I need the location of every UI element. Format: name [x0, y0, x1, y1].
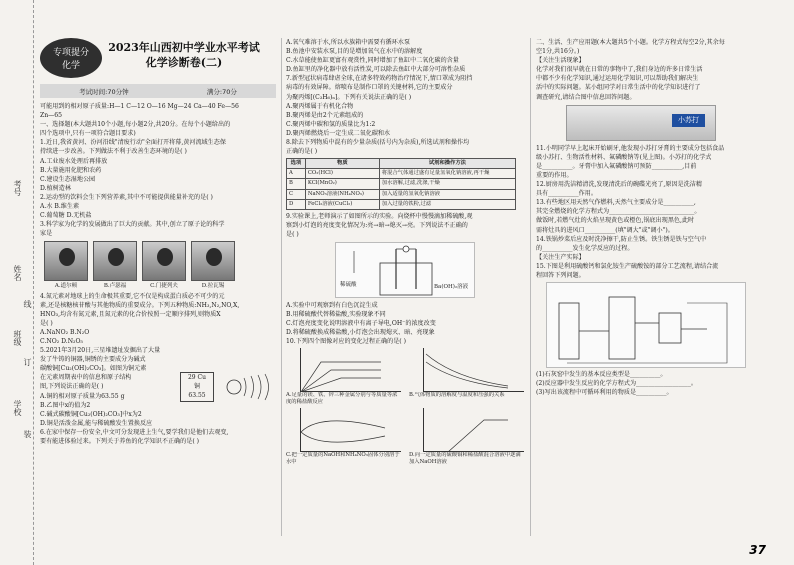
text-line: 察到小灯泡的亮度变化情况为:亮→暗→熄灭→亮。下列说法不正确的	[286, 221, 468, 229]
graph-option	[286, 348, 401, 406]
column-1-text	[40, 102, 276, 238]
graph-curve	[301, 408, 391, 452]
text-line: 4.氮元素对地球上的生命极其重要,它不仅是构成蛋白质必不可少的元	[40, 292, 225, 300]
text-line: C.灯泡亮度变化说明溶液中有离子导电,OH⁻的浓度改变	[286, 320, 436, 328]
text-line: 9.实验课上,老师演示了如图所示的实验。向烧杯中慢慢滴加稀硫酸,观	[286, 212, 473, 220]
text-line: 家是	[40, 230, 53, 238]
title-line1: 2023年山西初中学业水平考试	[108, 41, 260, 54]
text-line: 级小苏打、生物活性材料、氟磷酸钠等(见上图)。小苏打的化学式	[536, 153, 712, 161]
text-line: A.工业废水处理后再排放	[40, 157, 108, 165]
text-line: 8.除去下列物质中混有的少量杂质(括号内为杂质),所选试剂和操作均	[286, 139, 470, 147]
text-line: 中都不少有化学知识,通过运用化学知识,可以帮助我们解决生	[536, 75, 699, 83]
text-line: B.用稀硫酸代替稀盐酸,实验现象不同	[286, 311, 386, 319]
graph-options	[286, 348, 524, 466]
table-cell: C	[287, 189, 306, 199]
sidebar-label-ding: 订	[23, 358, 32, 366]
column-1-text-continued	[40, 292, 276, 447]
text-line: 是( )	[286, 230, 299, 238]
exam-meta-bar	[40, 84, 276, 98]
sidebar-label-banji: 班级	[13, 330, 22, 346]
text-line: D.鱼缸里的净化器中放有活性炭,可以除去鱼缸中大部分可溶性杂质	[286, 66, 466, 74]
text-line: 10.下列四个图像对应的变化过程正确的是( )	[286, 338, 406, 346]
periodic-element-box	[180, 372, 214, 402]
text-line: A.氧气难溶于水,所以水族箱中需要有循环水泵	[286, 39, 411, 46]
graph-curve	[424, 348, 514, 392]
graph-axes	[300, 348, 401, 392]
portrait-image	[142, 241, 186, 281]
text-line: HNO₃,均含有氮元素,且氮元素的化合价按照一定顺序排列,则物质X	[40, 310, 221, 318]
column-2-text	[286, 38, 524, 156]
column-3	[536, 38, 756, 536]
portrait-label: A.道尔顿	[54, 283, 78, 290]
graph-option	[409, 408, 524, 466]
sidebar-label-kaohao: 考号	[13, 180, 22, 196]
impurity-table	[286, 158, 516, 209]
text-line: 空1分,共16分。)	[536, 48, 580, 56]
text-line: 14.铁锅炒菜后应及时洗净擦干,防止生锈。铁生锈是铁与空气中	[536, 235, 707, 243]
text-line: A.实验中可观察到有白色沉淀生成	[286, 301, 378, 309]
portrait-image	[93, 241, 137, 281]
scientist-portraits	[44, 241, 276, 281]
portrait-image	[191, 241, 235, 281]
graph-axes	[300, 408, 401, 452]
text-line: 正确的是( )	[286, 148, 318, 156]
text-line: C.NO₂ D.N₂O₅	[40, 337, 83, 345]
text-line: 【关注生产实际】	[536, 253, 585, 261]
text-line: 可能用到的相对原子质量:H—1 C—12 O—16 Mg—24 Ca—40 Fe—56	[40, 103, 239, 110]
text-line: 15.下图是利用硫酸钙和氯化铵生产硫酸铵的部分工艺流程,请结合流	[536, 262, 719, 270]
text-line: 二、生活、生产应用题(本大题共5个小题。化学方程式每空2分,其余每	[536, 39, 725, 46]
exam-score: 满分:70分	[206, 87, 237, 96]
text-line: 其完全燃烧的化学方程式为____________________________。	[536, 208, 701, 216]
text-line: 为聚丙烯[(C₃H₆)ₙ]。下列有关说法正确的是( )	[286, 93, 412, 101]
sidebar-label-xian: 线	[23, 300, 32, 308]
graph-option	[409, 348, 524, 406]
text-line: (3)写出该流程中可循环利用的物质是__________。	[536, 389, 673, 397]
portrait-label: D.拉瓦锡	[201, 283, 225, 290]
text-line: Zn—65	[40, 112, 63, 120]
text-line: C.葡萄糖 D.无机盐	[40, 212, 92, 220]
text-line: 活中的实际问题。某小组同学对日常生活中的化学知识进行了	[536, 84, 701, 92]
binding-sidebar	[0, 0, 34, 565]
text-line: (1)石灰窑中发生的基本反应类型是__________。	[536, 371, 667, 379]
text-line: 3.科学家为化学的发展做出了巨大的贡献。其中,创立了原子论的科学	[40, 221, 225, 229]
column-2-q9	[286, 212, 524, 239]
text-line: D.将稀硫酸换成稀盐酸,小灯泡会出现熄灭、暗、亮现象	[286, 329, 435, 337]
table-cell: 加入适量的氢氧化钠溶液	[379, 189, 515, 199]
column-3-questions	[536, 144, 756, 280]
text-line: C.建设生态湿地公园	[40, 175, 96, 183]
table-cell: 加水溶解,过滤,洗涤,干燥	[379, 179, 515, 189]
text-line: B.乙图中x的值为2	[40, 401, 91, 409]
table-cell: D	[287, 199, 306, 209]
table-cell: KCl(MnO₂)	[305, 179, 379, 189]
table-cell: A	[287, 169, 306, 179]
graph-curve	[424, 408, 514, 452]
exam-time: 考试时间:70分钟	[79, 87, 129, 96]
table-cell: 将混合气体通过盛有足量氢氧化钠溶液,再干燥	[379, 169, 515, 179]
sidebar-label-xingming: 姓名	[13, 265, 22, 281]
text-line: A.水 B.维生素	[40, 203, 80, 211]
text-line: 重要的作用。	[536, 171, 573, 179]
graph-option	[286, 408, 401, 466]
subject-badge	[40, 38, 102, 78]
text-line: 素,还是核糖核苷酸与其他物质的重要成分。下列五种物质:NH₃,N₂,NO,X,	[40, 301, 240, 309]
text-line: A.聚丙烯属于有机化合物	[286, 102, 354, 110]
text-line: C.聚丙烯中碳和氢的质量比为1:2	[286, 120, 376, 128]
column-divider	[281, 38, 282, 536]
column-3-text	[536, 38, 756, 102]
text-line: 12.厨房用洗洁精清洗,发现清洗后的碗碟光亮了,原因是洗洁精	[536, 181, 702, 189]
column-1	[40, 102, 276, 536]
process-flow-diagram	[546, 282, 746, 368]
flow-drawing	[547, 283, 747, 369]
portrait-labels	[44, 282, 276, 291]
text-line: 是__________。牙膏中加入氟磷酸钠可预防__________,目前	[536, 162, 697, 170]
sidebar-label-xuexiao: 学校	[13, 400, 22, 416]
table-row	[287, 189, 516, 199]
column-2	[286, 38, 524, 536]
badge-line2: 化学	[61, 61, 80, 71]
table-row	[287, 169, 516, 179]
text-line: D.铜是活泼金属,能与稀硫酸发生置换反应	[40, 419, 153, 427]
text-line: 需将灶具的进风口__________(填"调大"或"调小")。	[536, 226, 674, 234]
text-line: 1.近日,我省黄河、汾河沿线"清废行动"全面打开将幕,黄河流域生态保	[40, 139, 226, 147]
portrait-label: B.卢瑟福	[103, 283, 127, 290]
graph-caption: C.把一定质量的NaOH和NH₄NO₃固体分别溶于水中	[286, 452, 400, 466]
sidebar-label-zhuang: 装	[23, 430, 32, 438]
atomic-number: 29	[187, 374, 196, 381]
text-line: A.NaNO₂ B.N₂O	[40, 328, 90, 336]
column-3-q15-subquestions	[536, 370, 756, 397]
badge-line1: 专项提分	[52, 48, 89, 58]
graph-curve	[301, 348, 391, 392]
graph-caption: D.向一定质量的硫酸铜和稀盐酸混合溶液中逐滴加入NaOH溶液	[409, 452, 521, 466]
text-line: C.水草能使鱼缸更富有观赏性,同时增加了鱼缸中二氧化碳的含量	[286, 57, 459, 65]
text-line: 碳酸铜[Cu₂(OH)₂CO₃]。如图为铜元素	[40, 365, 147, 373]
text-line: B.大量施用化肥和农药	[40, 166, 102, 174]
table-cell: CO₂(HCl)	[305, 169, 379, 179]
text-line: B.聚丙烯是由2个元素组成的	[286, 111, 364, 119]
atomic-mass: 63.55	[188, 392, 206, 399]
text-line: 持续进一步改善。下列做法不利于改善生态环境的是( )	[40, 148, 187, 156]
solution-label: Ba(OH)₂溶液	[434, 283, 469, 290]
text-line: 做饭时,若燃气灶的火焰呈现黄色或橙色,锅底出现黑色,此时	[536, 217, 695, 225]
portrait-image	[44, 241, 88, 281]
column-divider	[530, 38, 531, 536]
table-cell: B	[287, 179, 306, 189]
text-line: 四个选项中,只有一项符合题目要求)	[40, 130, 136, 138]
text-line: 病毒的有效屏障。熔喷布是制作口罩的关键材料,它的主要成分	[286, 84, 453, 92]
portrait-label: C.门捷列夫	[150, 283, 178, 290]
text-line: 【关注生活现象】	[536, 57, 585, 65]
graph-axes	[423, 348, 524, 392]
text-line: (2)反应器中发生反应的化学方程式为__________________。	[536, 380, 697, 388]
atom-structure-diagram	[220, 370, 274, 404]
table-header: 物质	[305, 159, 379, 169]
text-line: D.聚丙烯燃烧后一定生成二氧化碳和水	[286, 129, 391, 137]
text-line: C.碱式碳酸铜[Cu₂(OH)₂CO₃]中x为2	[40, 410, 142, 418]
graph-caption: B.气体物质的溶解度与温度和压强的关系	[409, 392, 505, 399]
text-line: 11.小明同学早上起床开始刷牙,他发现小苏打牙膏的主要成分包括食品	[536, 144, 725, 152]
text-line: 2.运动型的饮料会生下列营养素,其中不可能提供能量补充的是( )	[40, 193, 213, 201]
text-line: A.铜的相对原子质量为63.55 g	[40, 392, 125, 400]
table-cell: 加入过量的铁粉,过滤	[379, 199, 515, 209]
toothpaste-photo	[566, 105, 716, 141]
acid-label: 稀硫酸	[340, 281, 357, 288]
element-name: 铜	[193, 383, 200, 390]
graph-axes	[423, 408, 524, 452]
text-line: 程回答下列问题。	[536, 271, 585, 279]
text-line: 13.有些地区用天然气作燃料,天然气主要成分是__________,	[536, 199, 696, 207]
text-line: 一、选择题(本大题共10个小题,每小题2分,共20分。在每个小题给出的	[40, 121, 231, 129]
table-row	[287, 179, 516, 189]
text-line: 7.新型冠状病毒肆虐全球,在诸多特效药物治疗情况下,情口罩成为阻挡	[286, 75, 473, 83]
text-line: B.鱼池中安装水泵,目的是增加氧气在水中的溶解度	[286, 48, 423, 56]
column-2-q9-options	[286, 301, 524, 346]
text-line: 6.在家中保存一份安全,中文可分发现进上生气,要学我们是他们去观变,	[40, 428, 229, 436]
title-line2: 化学诊断卷(二)	[145, 56, 223, 69]
text-line: 是( )	[40, 319, 53, 327]
table-header: 试剂和操作方法	[379, 159, 515, 169]
table-row	[287, 199, 516, 209]
exam-title	[98, 40, 270, 70]
text-line: D.植树造林	[40, 184, 71, 192]
text-line: 调查研究,请结合图中信息回答问题。	[536, 93, 636, 101]
text-line: 图,下列说法正确的是( )	[40, 383, 104, 391]
text-line: 要有能进体验过来。下列关于养鱼的化学知识不正确的是( )	[40, 438, 200, 445]
page-number: 37	[749, 543, 766, 557]
text-line: 的__________发生化学反应的过程。	[536, 244, 634, 252]
conductivity-apparatus	[335, 242, 475, 298]
text-line: 发了牛铸的铜器,铜锈的主要成分为碱式	[40, 356, 146, 364]
toothpaste-brand: 小苏打	[672, 114, 705, 127]
element-symbol: Cu	[197, 374, 207, 381]
table-cell: NaNO₃溶液(NH₄NO₃)	[305, 189, 379, 199]
text-line: 5.2021年3月20日,三星堆遗址发掘出了大量	[40, 347, 161, 355]
table-cell: FeCl₂溶液(CuCl₂)	[305, 199, 379, 209]
text-line: 具有__________作用。	[536, 190, 597, 198]
table-header: 选项	[287, 159, 306, 169]
text-line: 化学对我们很早就在日常的事物中了,我们身边的许多日常生活	[536, 66, 703, 74]
text-line: 在元素周期表中的信息和原子结构	[40, 374, 132, 382]
graph-caption: A.足量的镁、铁、锌三种金属分别与等质量等浓度的稀盐酸反应	[286, 392, 398, 406]
